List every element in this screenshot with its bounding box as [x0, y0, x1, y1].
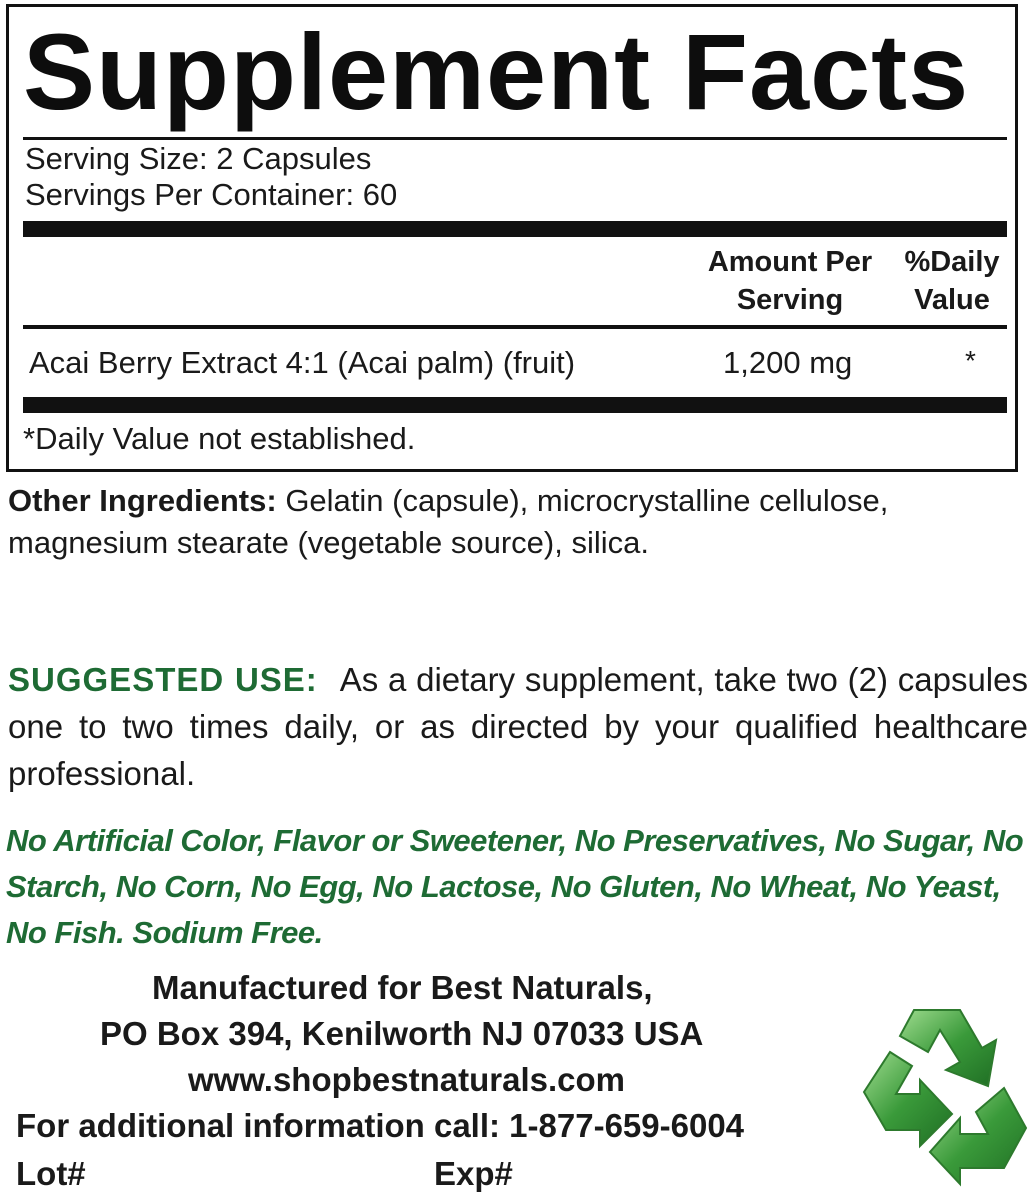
- suggested-use-text: As a dietary supplement, take two (2) capsules one to two times daily, or as directed by your qualified healthcare professional.: [8, 661, 1028, 792]
- exp-label: Exp#: [434, 1155, 513, 1192]
- other-ingredients-label: Other Ingredients:: [8, 483, 277, 518]
- amount-per-serving-header: [695, 243, 885, 319]
- lot-label: Lot#: [16, 1155, 86, 1192]
- free-from-statement: No Artificial Color, Flavor or Sweetener, No Preservatives, No Sugar, No Starch, No Corn, No Egg, No Lactose, No Gluten, No Wheat, No Yeast, No Fish. Sodium Free.: [6, 823, 1024, 950]
- dv-header-line1: %Daily: [904, 246, 1000, 278]
- panel-title: Supplement Facts: [23, 11, 970, 132]
- footnote: *Daily Value not established.: [23, 421, 416, 456]
- manufacturer-line1: Manufactured for Best Naturals,: [152, 969, 653, 1006]
- divider: [23, 137, 1007, 140]
- servings-per-container: Servings Per Container: 60: [25, 177, 398, 212]
- divider: [23, 325, 1007, 329]
- serving-size: Serving Size: 2 Capsules: [25, 141, 372, 176]
- suggested-use: [8, 656, 1028, 797]
- recycle-icon: [856, 1000, 1032, 1196]
- supplement-facts-panel: [6, 4, 1018, 472]
- manufacturer-address: PO Box 394, Kenilworth NJ 07033 USA: [100, 1015, 704, 1052]
- amount-header-line2: Serving: [736, 284, 844, 316]
- ingredient-daily-value: *: [965, 345, 976, 376]
- ingredient-amount: 1,200 mg: [723, 345, 853, 380]
- other-ingredients: [8, 480, 1028, 564]
- daily-value-header: [893, 243, 1011, 319]
- ingredient-name: Acai Berry Extract 4:1 (Acai palm) (fruit): [29, 345, 576, 380]
- divider-thick: [23, 397, 1007, 413]
- manufacturer-website: www.shopbestnaturals.com: [188, 1061, 626, 1098]
- divider-thick: [23, 221, 1007, 237]
- amount-header-line1: Amount Per: [707, 246, 873, 278]
- dv-header-line2: Value: [914, 284, 990, 316]
- suggested-use-label: SUGGESTED USE:: [8, 661, 318, 698]
- other-ingredients-text: Gelatin (capsule), microcrystalline cellulose, magnesium stearate (vegetable source), silica.: [8, 483, 889, 560]
- manufacturer-phone: For additional information call: 1-877-659-6004: [16, 1107, 745, 1144]
